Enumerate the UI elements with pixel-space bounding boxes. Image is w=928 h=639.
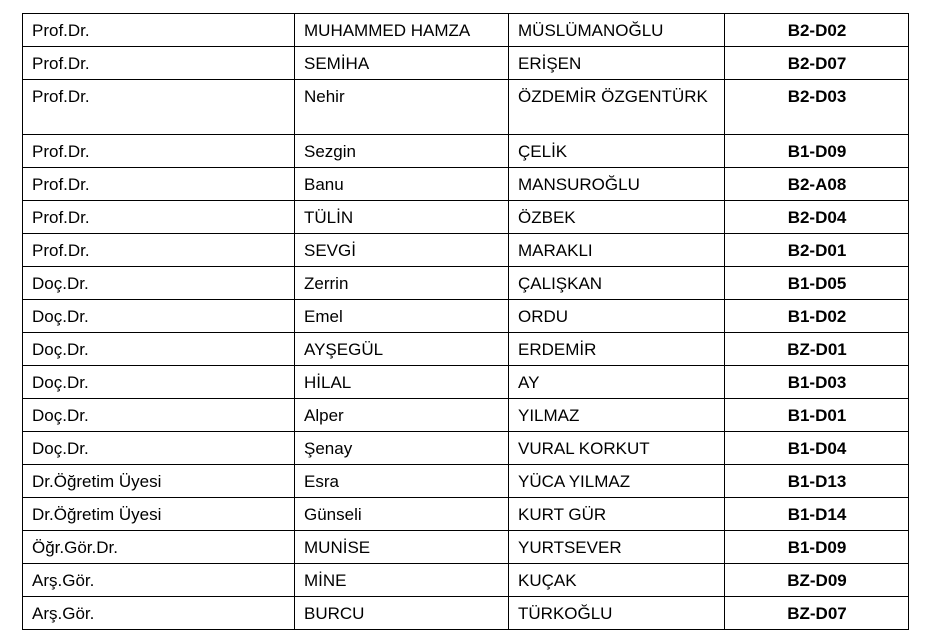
last-name-cell: YURTSEVER [509,531,725,564]
room-cell: B1-D05 [725,267,909,300]
last-name-cell: KUÇAK [509,564,725,597]
table-row [23,300,909,333]
table-row [23,14,909,47]
title-cell: Doç.Dr. [23,366,295,399]
table-row [23,498,909,531]
table-row [23,465,909,498]
first-name-cell: MUNİSE [295,531,509,564]
table-row [23,399,909,432]
last-name-cell: MARAKLI [509,234,725,267]
table-row [23,168,909,201]
table-row [23,597,909,630]
last-name-cell: ÇELİK [509,135,725,168]
room-cell: B2-D07 [725,47,909,80]
room-cell: B2-A08 [725,168,909,201]
title-cell: Doç.Dr. [23,432,295,465]
first-name-cell: MİNE [295,564,509,597]
table-row [23,201,909,234]
title-cell: Prof.Dr. [23,80,295,135]
last-name-cell: AY [509,366,725,399]
title-cell: Dr.Öğretim Üyesi [23,465,295,498]
first-name-cell: HİLAL [295,366,509,399]
staff-table [22,13,909,630]
first-name-cell: SEMİHA [295,47,509,80]
room-cell: B1-D13 [725,465,909,498]
room-cell: B1-D09 [725,531,909,564]
table-row [23,80,909,135]
title-cell: Prof.Dr. [23,168,295,201]
title-cell: Dr.Öğretim Üyesi [23,498,295,531]
staff-table-body [23,14,909,630]
room-cell: B1-D14 [725,498,909,531]
title-cell: Prof.Dr. [23,135,295,168]
room-cell: BZ-D07 [725,597,909,630]
title-cell: Prof.Dr. [23,234,295,267]
table-row [23,432,909,465]
first-name-cell: Esra [295,465,509,498]
last-name-cell: VURAL KORKUT [509,432,725,465]
title-cell: Doç.Dr. [23,267,295,300]
room-cell: BZ-D01 [725,333,909,366]
first-name-cell: Emel [295,300,509,333]
first-name-cell: Günseli [295,498,509,531]
title-cell: Prof.Dr. [23,47,295,80]
first-name-cell: Sezgin [295,135,509,168]
last-name-cell: TÜRKOĞLU [509,597,725,630]
room-cell: B1-D03 [725,366,909,399]
title-cell: Öğr.Gör.Dr. [23,531,295,564]
room-cell: B2-D03 [725,80,909,135]
last-name-cell: KURT GÜR [509,498,725,531]
title-cell: Prof.Dr. [23,201,295,234]
table-row [23,47,909,80]
room-cell: B2-D04 [725,201,909,234]
table-row [23,564,909,597]
first-name-cell: Şenay [295,432,509,465]
title-cell: Arş.Gör. [23,564,295,597]
room-cell: B1-D02 [725,300,909,333]
first-name-cell: AYŞEGÜL [295,333,509,366]
last-name-cell: MANSUROĞLU [509,168,725,201]
last-name-cell: ÖZBEK [509,201,725,234]
first-name-cell: BURCU [295,597,509,630]
room-cell: B1-D09 [725,135,909,168]
last-name-cell: ERDEMİR [509,333,725,366]
room-cell: B2-D02 [725,14,909,47]
table-row [23,333,909,366]
table-row [23,531,909,564]
first-name-cell: SEVGİ [295,234,509,267]
first-name-cell: Alper [295,399,509,432]
last-name-cell: YÜCA YILMAZ [509,465,725,498]
last-name-cell: ÇALIŞKAN [509,267,725,300]
room-cell: B2-D01 [725,234,909,267]
title-cell: Prof.Dr. [23,14,295,47]
last-name-cell: ERİŞEN [509,47,725,80]
title-cell: Doç.Dr. [23,333,295,366]
first-name-cell: Banu [295,168,509,201]
room-cell: B1-D01 [725,399,909,432]
table-row [23,135,909,168]
first-name-cell: MUHAMMED HAMZA [295,14,509,47]
last-name-cell: MÜSLÜMANOĞLU [509,14,725,47]
last-name-cell: ÖZDEMİR ÖZGENTÜRK [509,80,725,135]
first-name-cell: Nehir [295,80,509,135]
table-row [23,267,909,300]
first-name-cell: TÜLİN [295,201,509,234]
room-cell: BZ-D09 [725,564,909,597]
title-cell: Doç.Dr. [23,399,295,432]
title-cell: Doç.Dr. [23,300,295,333]
table-row [23,366,909,399]
last-name-cell: YILMAZ [509,399,725,432]
table-row [23,234,909,267]
room-cell: B1-D04 [725,432,909,465]
title-cell: Arş.Gör. [23,597,295,630]
last-name-cell: ORDU [509,300,725,333]
first-name-cell: Zerrin [295,267,509,300]
